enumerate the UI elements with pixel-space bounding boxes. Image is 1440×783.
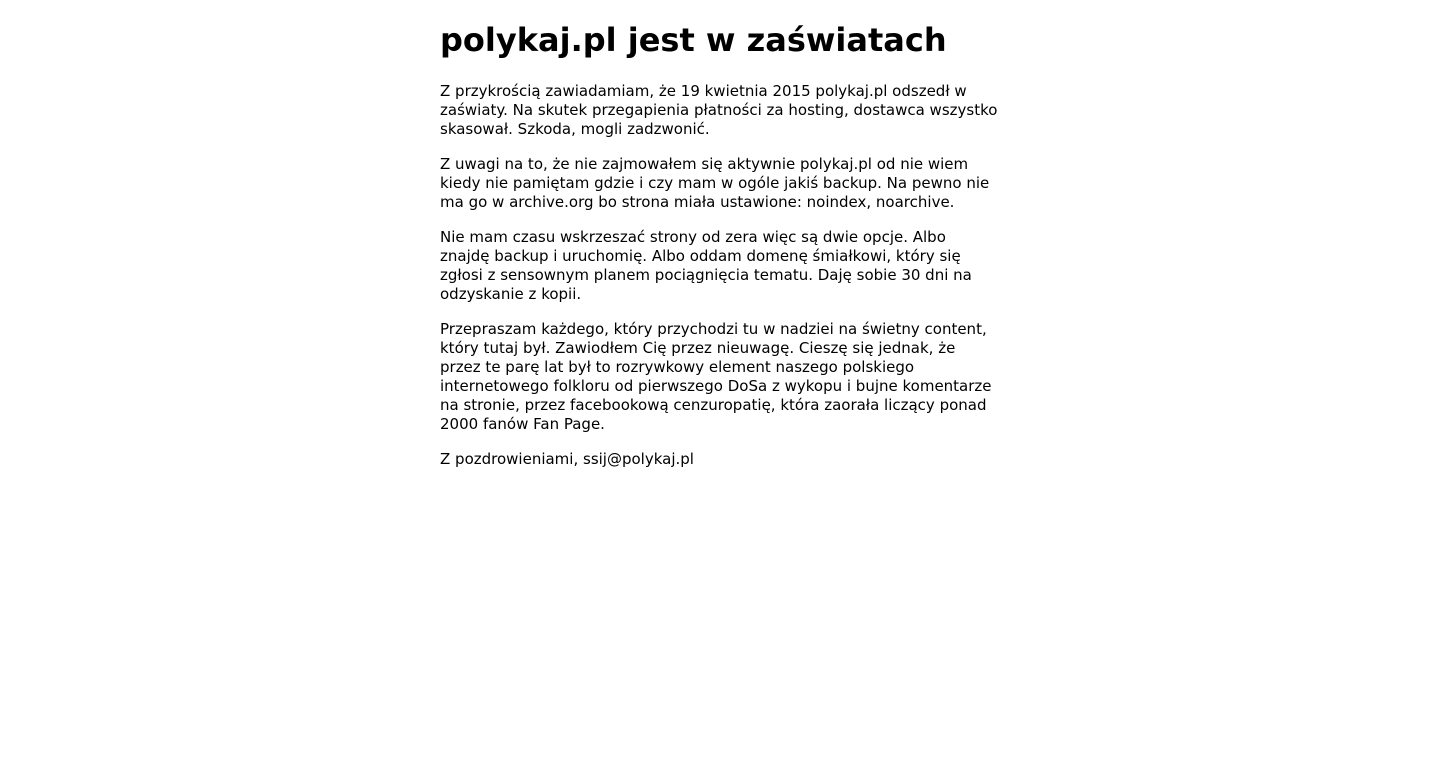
page-title: polykaj.pl jest w zaświatach bbox=[440, 21, 947, 59]
paragraph-signature: Z pozdrowieniami, ssij@polykaj.pl bbox=[440, 450, 694, 468]
paragraph-apology: Przepraszam każdego, który przychodzi tu w nadziei na świetny content, który tutaj był. Zawiodłem Cię przez nieuwagę. Cieszę się jednak, że przez te parę lat był to rozrywkowy element naszego polskiego internetowego folkloru od pierwszego DoSa z wykopu i bujne komentarze na stronie, przez facebookową cenzuropatię, która zaorała liczący ponad 2000 fanów Fan Page. bbox=[440, 320, 992, 433]
paragraph-backup: Z uwagi na to, że nie zajmowałem się aktywnie polykaj.pl od nie wiem kiedy nie pamiętam gdzie i czy mam w ogóle jakiś backup. Na pewno nie ma go w archive.org bo strona miała ustawione: noindex, noarchive. bbox=[440, 155, 990, 211]
paragraph-announcement: Z przykrością zawiadamiam, że 19 kwietnia 2015 polykaj.pl odszedł w zaświaty. Na skutek przegapienia płatności za hosting, dostawca wszystko skasował. Szkoda, mogli zadzwonić. bbox=[440, 82, 998, 138]
page-content bbox=[440, 0, 1000, 469]
paragraph-options: Nie mam czasu wskrzeszać strony od zera więc są dwie opcje. Albo znajdę backup i uruchomię. Albo oddam domenę śmiałkowi, który się zgłosi z sensownym planem pociągnięcia tematu. Daję sobie 30 dni na odzyskanie z kopii. bbox=[440, 228, 972, 303]
